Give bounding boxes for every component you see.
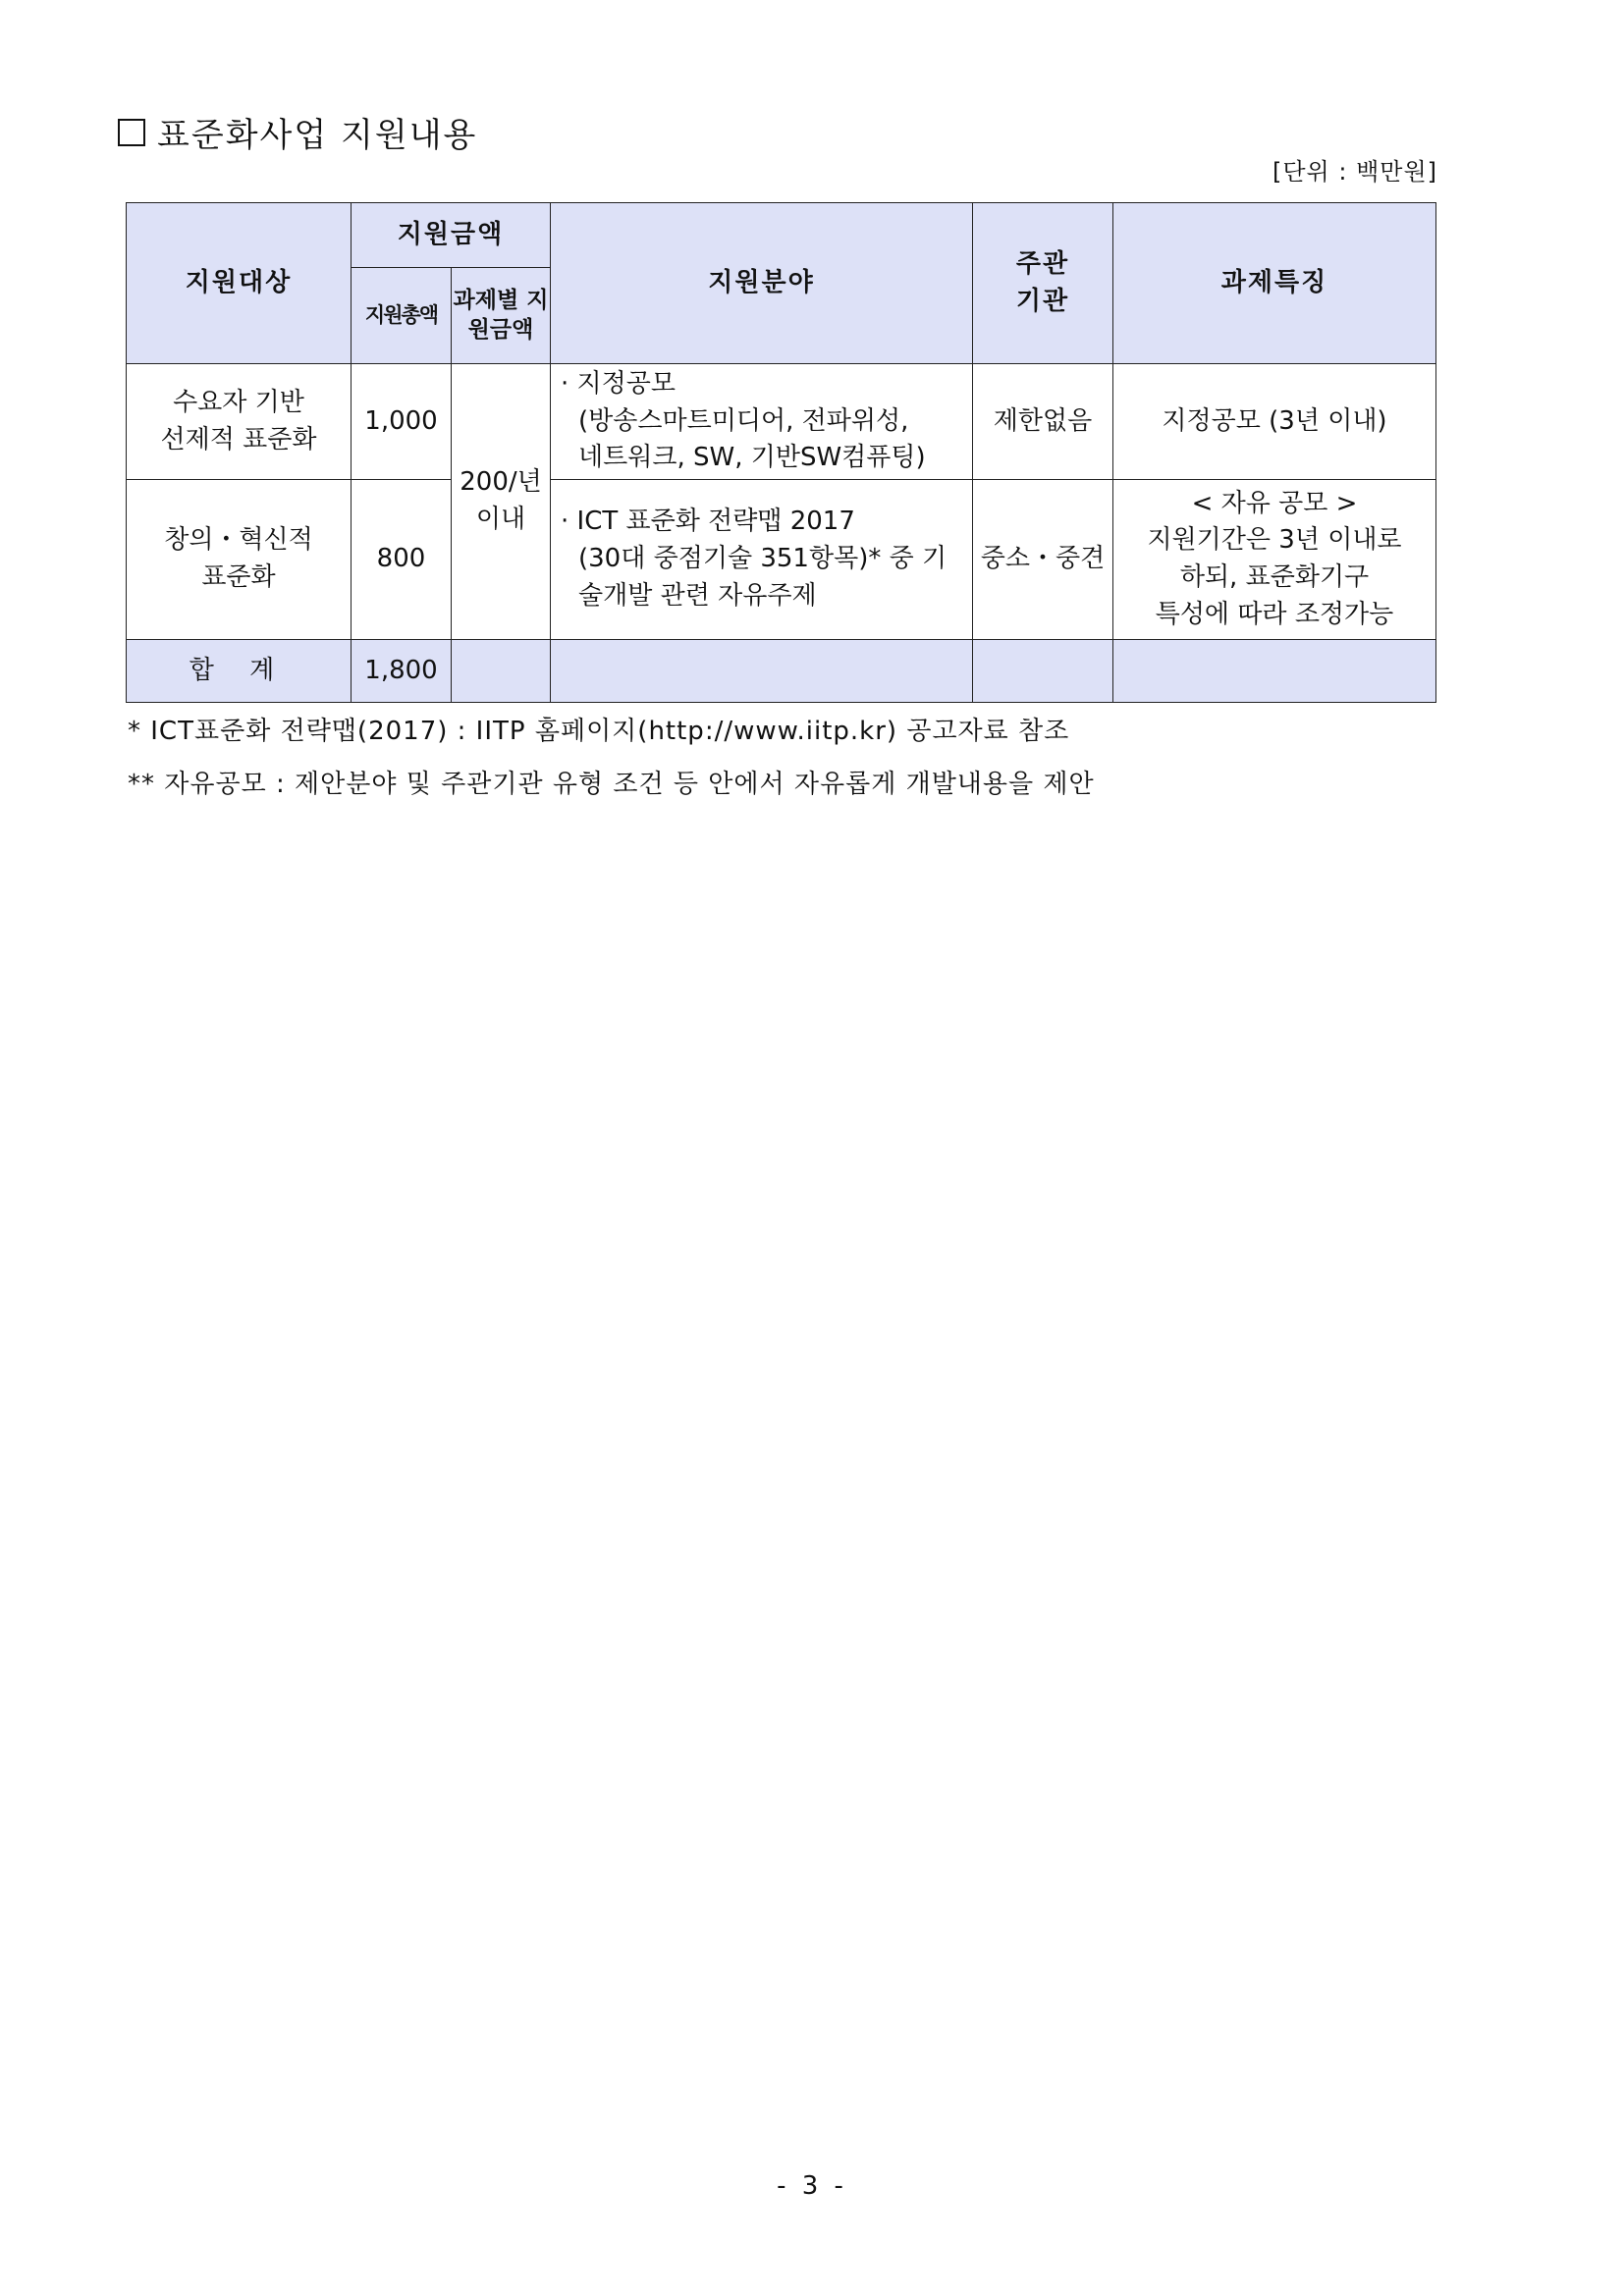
- sum-label: 합 계: [127, 640, 352, 703]
- header-host-line1: 주관: [1015, 248, 1070, 279]
- header-amount-total: 지원총액: [352, 268, 452, 364]
- row2-feature-line1: < 자유 공모 >: [1191, 488, 1358, 518]
- header-host: [973, 203, 1113, 364]
- row2-target-line2: 표준화: [201, 562, 276, 592]
- footnotes: [128, 719, 1095, 825]
- row2-target-line1: 창의・혁신적: [164, 525, 313, 556]
- header-amount-per-project: 과제별 지원금액: [452, 268, 551, 364]
- header-host-line2: 기관: [1015, 286, 1070, 316]
- row2-feature-line4: 특성에 따라 조정가능: [1155, 599, 1394, 629]
- per-project-line1: 200/년: [460, 467, 542, 498]
- table-row: [127, 364, 1436, 480]
- row1-host: 제한없음: [973, 364, 1113, 480]
- header-feature: 과제특징: [1113, 203, 1436, 364]
- table-row: [127, 480, 1436, 640]
- row2-field: [551, 480, 973, 640]
- row2-host: 중소・중견: [973, 480, 1113, 640]
- section-title: 표준화사업 지원내용: [157, 116, 478, 155]
- row2-target: [127, 480, 352, 640]
- header-field: 지원분야: [551, 203, 973, 364]
- header-target: 지원대상: [127, 203, 352, 364]
- per-project-amount: [452, 364, 551, 640]
- sum-empty-cell: [551, 640, 973, 703]
- row1-target: [127, 364, 352, 480]
- row2-field-line3: 술개발 관련 자유주제: [578, 580, 817, 611]
- row2-feature-line2: 지원기간은 3년 이내로: [1147, 525, 1402, 556]
- row2-feature-line3: 하되, 표준화기구: [1179, 562, 1370, 592]
- page-number: - 3 -: [777, 2171, 847, 2201]
- header-amount: 지원금액: [352, 203, 551, 268]
- row1-field: [551, 364, 973, 480]
- sum-empty-cell: [1113, 640, 1436, 703]
- row1-total: 1,000: [352, 364, 452, 480]
- sum-row: [127, 640, 1436, 703]
- row1-field-line3: 네트워크, SW, 기반SW컴퓨팅): [578, 443, 926, 473]
- sum-empty-cell: [973, 640, 1113, 703]
- unit-note: [단위 : 백만원]: [1272, 158, 1437, 186]
- row1-field-line2: (방송스마트미디어, 전파위성,: [578, 405, 909, 436]
- row1-feature: 지정공모 (3년 이내): [1113, 364, 1436, 480]
- row1-target-line2: 선제적 표준화: [160, 424, 317, 454]
- row2-field-line2: (30대 중점기술 351항목)* 중 기: [578, 544, 947, 574]
- footnote-1: * ICT표준화 전략맵(2017) : IITP 홈페이지(http://www.iitp.kr) 공고자료 참조: [128, 717, 1070, 746]
- row2-field-line1: · ICT 표준화 전략맵 2017: [561, 507, 855, 537]
- row1-target-line1: 수요자 기반: [173, 387, 304, 417]
- footnote-2: ** 자유공모 : 제안분야 및 주관기관 유형 조건 등 안에서 자유롭게 개발내용을 제안: [128, 770, 1095, 799]
- sum-total: 1,800: [352, 640, 452, 703]
- row2-feature: [1113, 480, 1436, 640]
- row1-field-line1: · 지정공모: [561, 368, 676, 399]
- support-table: [126, 202, 1436, 703]
- sum-empty-cell: [452, 640, 551, 703]
- row2-total: 800: [352, 480, 452, 640]
- per-project-line2: 이내: [475, 505, 526, 534]
- section-heading: [118, 108, 477, 156]
- checkbox-square-icon: [118, 119, 145, 146]
